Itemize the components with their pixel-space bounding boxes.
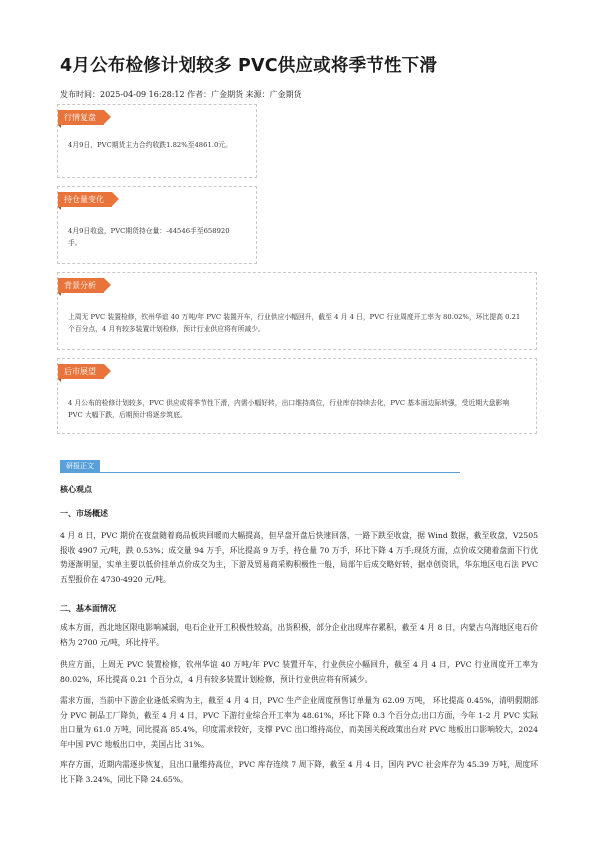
demand-paragraph: 需求方面，当前中下游企业逢低采购为主，截至 4 月 4 日，PVC 生产企业周度预售订单量为 62.09 万吨， 环比提高 0.45%，清明假期部分 PVC 制品工厂降负，截至 4 月 4 日，PVC 下游行业综合开工率为 48.61%，环比下降 0.3 个百分点;出口方面，今年 1-2 月 PVC 实际出口量为 61.0 万吨，同比提高 85.4%，印度需求较好，支撑 PVC 出口维持高位，而美国关税政策出台对 PVC 地板出口影响较大，2024 年中国 PVC 地板出口中，美国占比 31%。 — [60, 696, 538, 749]
open-interest-box — [57, 186, 257, 264]
supply-paragraph: 供应方面，上周无 PVC 装置检修，钦州华谊 40 万吨/年 PVC 装置开车，行业供应小幅回升，截至 4 月 4 日，PVC 行业周度开工率为 80.02%，环比提高 0.21 个百分点，4 月有较多装置计划检修，预计行业供应将有所减少。 — [60, 660, 538, 684]
cost-paragraph: 成本方面，西北地区限电影响减弱，电石企业开工积极性较高，出货积极，部分企业出现库存累积，截至 4 月 8 日，内蒙古乌海地区电石价格为 2700 元/吨，环比持平。 — [60, 623, 538, 647]
background-tag: 背景分析 — [58, 278, 104, 293]
market-overview-heading: 一、市场概述 — [60, 509, 108, 518]
article-meta: 发布时间：2025-04-09 16:28:12 作者：广金期货 来源：广金期货 — [60, 90, 302, 99]
outlook-tag: 后市展望 — [58, 364, 104, 379]
core-view-heading: 核心观点 — [60, 485, 92, 494]
market-overview-paragraph: 4 月 8 日，PVC 期价在夜盘随着商品板块回暖而大幅提高，但早盘开盘后快速回落，一路下跌至收盘，据 Wind 数据，截至收盘，V2505 报收 4907 元/吨，跌 0.53%；成交量 94 万手，环比提高 9 万手，持仓量 70 万手，环比下降 4 万手;现货方面，点价成交随着盘面下行优势逐渐明显，实单主要以低价挂单点价成交为主，下游及贸易商采购积极性一般，局部午后成交略好转，据卓创资讯，华东地区电石法 PVC 五型报价在 4730-4920 元/吨。 — [60, 531, 538, 584]
report-body-label: 研报正文 — [60, 460, 100, 472]
fundamentals-heading: 二、基本面情况 — [60, 604, 116, 613]
outlook-box — [57, 358, 537, 434]
report-body-section-bar — [60, 460, 460, 473]
background-text: 上周无 PVC 装置检修，钦州华谊 40 万吨/年 PVC 装置开车，行业供应小幅回升，截至 4 月 4 日，PVC 行业周度开工率为 80.02%，环比提高 0.21 个百分点，4 月有较多装置计划检修，预计行业供应将有所减少。 — [68, 313, 521, 333]
market-review-box — [57, 104, 257, 178]
outlook-text: 4 月公布的检修计划较多，PVC 供应或将季节性下滑，内需小幅好转，出口维持高位，行业库存持续去化，PVC 基本面边际转强，受近期大盘影响 PVC 大幅下跌，后期预计将逐步筑底。 — [68, 399, 510, 419]
inventory-paragraph: 库存方面，近期内需逐步恢复，且出口量维持高位，PVC 库存连续 7 周下降，截至 4 月 4 日，国内 PVC 社会库存为 45.39 万吨，周度环比下降 3.24%，同比下降 24.65%。 — [60, 760, 538, 784]
market-review-tag: 行情复盘 — [58, 110, 104, 125]
open-interest-text: 4月9日收盘，PVC期货持仓量：-44546手至658920手。 — [68, 227, 230, 247]
background-box — [57, 272, 537, 350]
open-interest-tag: 持仓量变化 — [58, 192, 112, 207]
article-title: 4月公布检修计划较多 PVC供应或将季节性下滑 — [60, 56, 438, 76]
market-review-text: 4月9日，PVC期货主力合约收跌1.82%至4861.0元。 — [68, 141, 232, 149]
